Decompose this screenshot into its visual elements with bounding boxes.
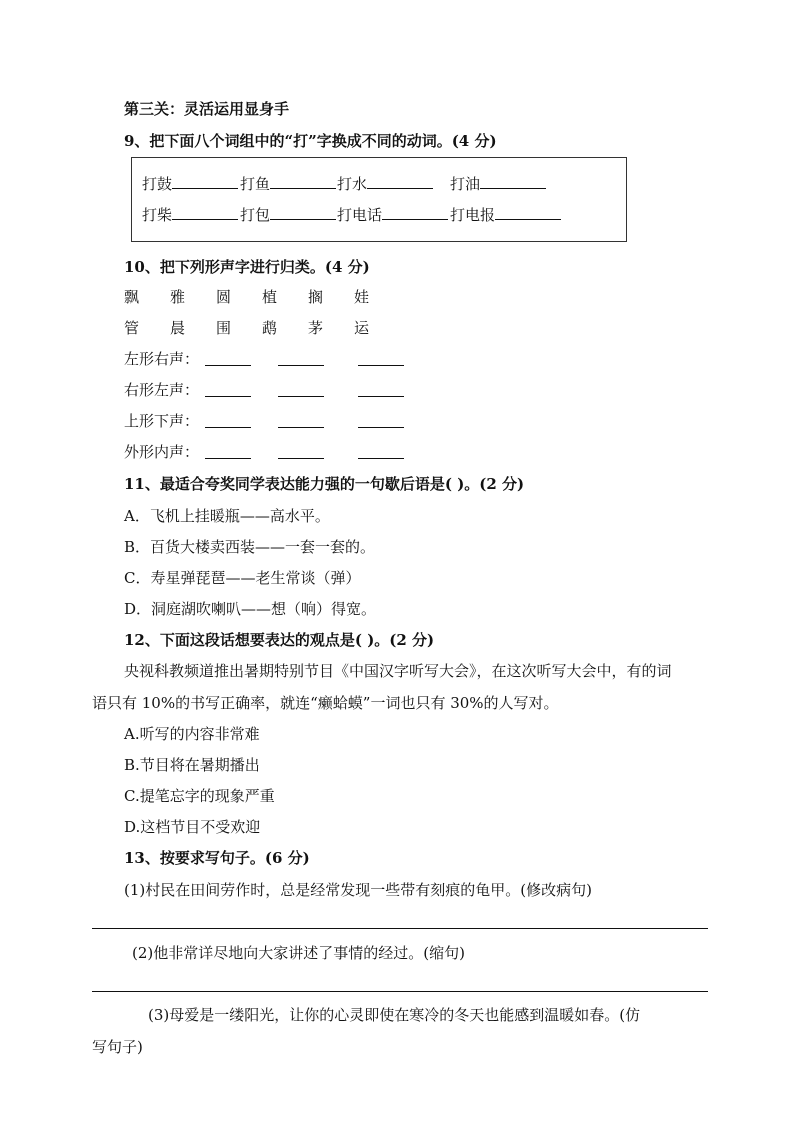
- q11-option-b[interactable]: B．百货大楼卖西装——一套一套的。: [124, 538, 376, 556]
- q12-option-a[interactable]: A.听写的内容非常难: [124, 725, 260, 743]
- q10-answer-blank[interactable]: [358, 351, 404, 366]
- section-title: 第三关：灵活运用显身手: [124, 100, 290, 118]
- q9-blank[interactable]: [480, 174, 546, 189]
- q10-char: 圆: [216, 288, 232, 306]
- q10-title: 10、把下列形声字进行归类。(4 分): [124, 258, 370, 276]
- q10-chars-row-1: [124, 287, 400, 307]
- q10-char: 管: [124, 319, 140, 337]
- q10-char: 搁: [308, 288, 324, 306]
- q11-option-d[interactable]: D．洞庭湖吹喇叭——想（响）得宽。: [124, 600, 377, 618]
- q12-title: 12、下面这段话想要表达的观点是( )。(2 分): [124, 631, 435, 649]
- q9-blank[interactable]: [367, 174, 433, 189]
- q13-item-1: (1)村民在田间劳作时，总是经常发现一些带有刻痕的龟甲。(修改病句): [124, 881, 592, 899]
- q10-char: 鹉: [262, 319, 278, 337]
- q12-option-c[interactable]: C.提笔忘字的现象严重: [124, 787, 275, 805]
- q10-answer-blank[interactable]: [358, 444, 404, 459]
- q10-answer-blank[interactable]: [205, 413, 251, 428]
- q10-category-label: 左形右声：: [124, 350, 200, 368]
- q9-word: 打鱼: [240, 175, 271, 193]
- q9-blank[interactable]: [172, 205, 238, 220]
- q11-option-a[interactable]: A．飞机上挂暖瓶——高水平。: [124, 507, 330, 525]
- q9-word: 打柴: [142, 206, 173, 224]
- q9-word: 打包: [240, 206, 271, 224]
- q11-title: 11、最适合夸奖同学表达能力强的一句歇后语是( )。(2 分): [124, 475, 525, 493]
- q13-item-2: (2)他非常详尽地向大家讲述了事情的经过。(缩句): [132, 944, 465, 962]
- q13-item-3-line-2: 写句子): [92, 1038, 143, 1056]
- q9-title: 9、把下面八个词组中的“打”字换成不同的动词。(4 分): [124, 132, 497, 150]
- q10-char: 运: [354, 319, 370, 337]
- q10-answer-blank[interactable]: [358, 382, 404, 397]
- q9-word: 打电话: [337, 206, 383, 224]
- q10-char: 植: [262, 288, 278, 306]
- q9-blank[interactable]: [495, 205, 561, 220]
- q10-char: 晨: [170, 319, 186, 337]
- q13-item-3-line-1: (3)母爱是一缕阳光，让你的心灵即使在寒冷的冬天也能感到温暖如春。(仿: [148, 1006, 641, 1024]
- q10-answer-blank[interactable]: [358, 413, 404, 428]
- q10-char: 围: [216, 319, 232, 337]
- q9-word: 打水: [337, 175, 368, 193]
- q13-title: 13、按要求写句子。(6 分): [124, 849, 310, 867]
- q12-option-b[interactable]: B.节目将在暑期播出: [124, 756, 260, 774]
- q9-word: 打油: [450, 175, 481, 193]
- q12-passage-line-1: 央视科教频道推出暑期特别节目《中国汉字听写大会》，在这次听写大会中，有的词: [124, 662, 672, 680]
- q10-answer-blank[interactable]: [278, 382, 324, 397]
- q13-answer-line-1[interactable]: [92, 928, 708, 929]
- q9-word-box: [131, 157, 627, 242]
- q13-answer-line-2[interactable]: [92, 991, 708, 992]
- q10-chars-row-2: [124, 318, 400, 338]
- q11-option-c[interactable]: C．寿星弹琵琶——老生常谈（弹）: [124, 569, 361, 587]
- q10-char: 娃: [354, 288, 370, 306]
- q9-word: 打鼓: [142, 175, 173, 193]
- q9-blank[interactable]: [382, 205, 448, 220]
- q10-category-label: 外形内声：: [124, 443, 200, 461]
- q10-answer-blank[interactable]: [278, 413, 324, 428]
- q10-answer-blank[interactable]: [278, 351, 324, 366]
- q10-char: 雅: [170, 288, 186, 306]
- q9-word: 打电报: [450, 206, 496, 224]
- q10-answer-blank[interactable]: [205, 444, 251, 459]
- q12-option-d[interactable]: D.这档节目不受欢迎: [124, 818, 261, 836]
- q10-char: 飘: [124, 288, 140, 306]
- q10-category-label: 右形左声：: [124, 381, 200, 399]
- q10-category-label: 上形下声：: [124, 412, 200, 430]
- q9-blank[interactable]: [270, 205, 336, 220]
- q10-char: 茅: [308, 319, 324, 337]
- q12-passage-line-2: 语只有 10%的书写正确率，就连“癞蛤蟆”一词也只有 30%的人写对。: [92, 694, 559, 712]
- q9-blank[interactable]: [172, 174, 238, 189]
- q9-blank[interactable]: [270, 174, 336, 189]
- q10-answer-blank[interactable]: [205, 382, 251, 397]
- q10-answer-blank[interactable]: [278, 444, 324, 459]
- q10-answer-blank[interactable]: [205, 351, 251, 366]
